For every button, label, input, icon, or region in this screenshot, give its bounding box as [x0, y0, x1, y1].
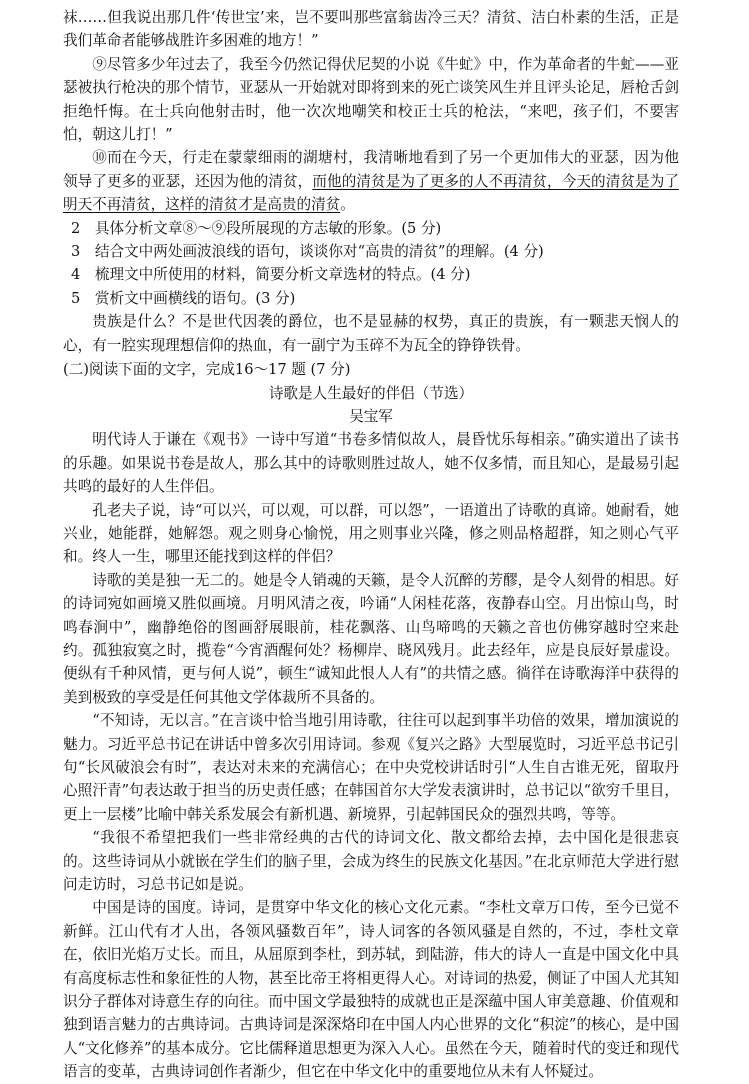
article-author: 吴宝军 — [349, 407, 393, 425]
question-5: 5 赏析文中画横线的语句。(3 分) — [71, 289, 296, 307]
question-4: 4 梳理文中所使用的材料，简要分析文章选材的特点。(4 分) — [71, 266, 471, 284]
paragraph-9: ⑨尽管多少年过去了，我至今仍然记得伏尼契的小说《牛虻》中，作为革命者的牛虻——亚瑟被执行枪决的那个情节，亚瑟从一开始就对即将到来的死亡谈笑风生并且评头论足，唇枪舌剑拒绝忏悔。在士兵向他射击时，他一次次地嘲笑和校正士兵的枪法，“来吧，孩子们，不要害怕，朝这儿打！” — [63, 55, 679, 144]
article-paragraph: “不知诗，无以言。”在言谈中恰当地引用诗歌，往往可以起到事半功倍的效果，增加演说的魅力。习近平总书记在讲话中曾多次引用诗词。参观《复兴之路》大型展览时，习近平总书记引句“长风破浪会有时”，表达对未来的充满信心；在中央党校讲话时引“人生自古谁无死，留取丹心照汗青”句表达敢于担当的历史责任感；在韩国首尔大学发表演讲时，总书记以“欲穷千里目，更上一层楼”比喻中韩关系发展会有新机遇、新境界，引起韩国民众的强烈共鸣，等等。 — [63, 712, 679, 823]
nobility-quote: 贵族是什么？不是世代因袭的爵位，也不是显赫的权势，真正的贵族，有一颗悲天悯人的心，有一腔实现理想信仰的热血，有一副宁为玉碎不为瓦全的铮铮铁骨。 — [63, 313, 679, 354]
underlined-sentence: 而他的清贫是为了更多的人不再清贫，今天的清贫是为了明天不再清贫，这样的清贫才是高贵的清贫 — [63, 172, 679, 214]
paragraph-10-end: 。 — [340, 196, 355, 214]
paragraph-10 — [63, 146, 694, 216]
article-paragraph: 诗歌的美是独一无二的。她是令人销魂的天籁，是令人沉醉的芳醪，是令人刻骨的相思。好的诗词宛如画境又胜似画境。月明风清之夜，吟诵“人闲桂花落，夜静春山空。月出惊山鸟，时鸣春涧中”，幽静绝俗的图画舒展眼前，桂花飘落、山鸟啼鸣的天籁之音也仿佛穿越时空来赴约。孤独寂寞之时，揽卷“今宵酒醒何处？杨柳岸、晓风残月。此去经年，应是良辰好景虚设。便纵有千种风情，更与何人说”，顿生“诚知此恨人人有”的共情之感。徜徉在诗歌海洋中获得的美到极致的享受是任何其他文学体裁所不具备的。 — [63, 571, 679, 706]
section-heading: (二)阅读下面的文字，完成16～17 题 (7 分) — [63, 361, 351, 379]
article-paragraph: 明代诗人于谦在《观书》一诗中写道“书卷多情似故人，晨昏忧乐每相亲。”确实道出了读书的乐趣。如果说书卷是故人，那么其中的诗歌则胜过故人，她不仅多情，而且知心，是最易引起共鸣的最好的人生伴侣。 — [63, 431, 679, 496]
paragraph-8-end: 袜……但我说出那几件‘传世宝’来，岂不要叫那些富翁齿冷三天？清贫、洁白朴素的生活，正是我们革命者能够战胜许多困难的地方！” — [63, 9, 679, 50]
paragraph-10-lead: ⑩而在今天，行走在蒙蒙细雨的湖塘村，我清晰地看到了另一个更加伟大的亚瑟，因为他 领导了更多的亚瑟，还因为他的清贫， — [63, 149, 694, 190]
article-title: 诗歌是人生最好的伴侣（节选） — [268, 384, 474, 402]
article-paragraph: 中国是诗的国度。诗词，是贯穿中华文化的核心文化元素。“李杜文章万口传，至今已觉不新鲜。江山代有才人出，各领风骚数百年”，诗人词客的各领风骚是自然的，不过，李杜文章在，依旧光焰万丈长。而且，从屈原到李杜，到苏轼，到陆游，伟大的诗人一直是中国文化中具有高度标志性和象征性的人物，甚至比帝王将相更得人心。对诗词的热爱，侧证了中国人尤其知识分子群体对诗意生存的向往。而中国文学最独特的成就也正是深蕴中国人审美意趣、价值观和独到语言魅力的古典诗词。古典诗词是深深烙印在中国人内心世界的文化“积淀”的核心，是中国人“文化修养”的基本成分。它比儒释道思想更为深入人心。虽然在今天，随着时代的变迁和现代语言的变革，古典诗词创作者渐少，但它在中华文化中的重要地位从未有人怀疑过。 — [63, 899, 679, 1081]
question-2: 2 具体分析文章⑧～⑨段所展现的方志敏的形象。(5 分) — [71, 219, 442, 237]
article-paragraph: “我很不希望把我们一些非常经典的古代的诗词文化、散文都给去掉，去中国化是很悲哀的。这些诗词从小就嵌在学生们的脑子里，会成为终生的民族文化基因。”在北京师范大学进行慰问走访时，习总书记如是说。 — [63, 829, 679, 894]
article-paragraph: 孔老夫子说，诗“可以兴，可以观，可以群，可以怨”，一语道出了诗歌的真谛。她耐看，她兴业，她能群，她解怨。观之则身心愉悦，用之则事业兴隆，修之则品格超群，知之则心气平和。终人一生，哪里还能找到这样的伴侣？ — [63, 501, 679, 566]
question-3: 3 结合文中两处画波浪线的语句，谈谈你对“高贵的清贫”的理解。(4 分) — [71, 243, 544, 261]
